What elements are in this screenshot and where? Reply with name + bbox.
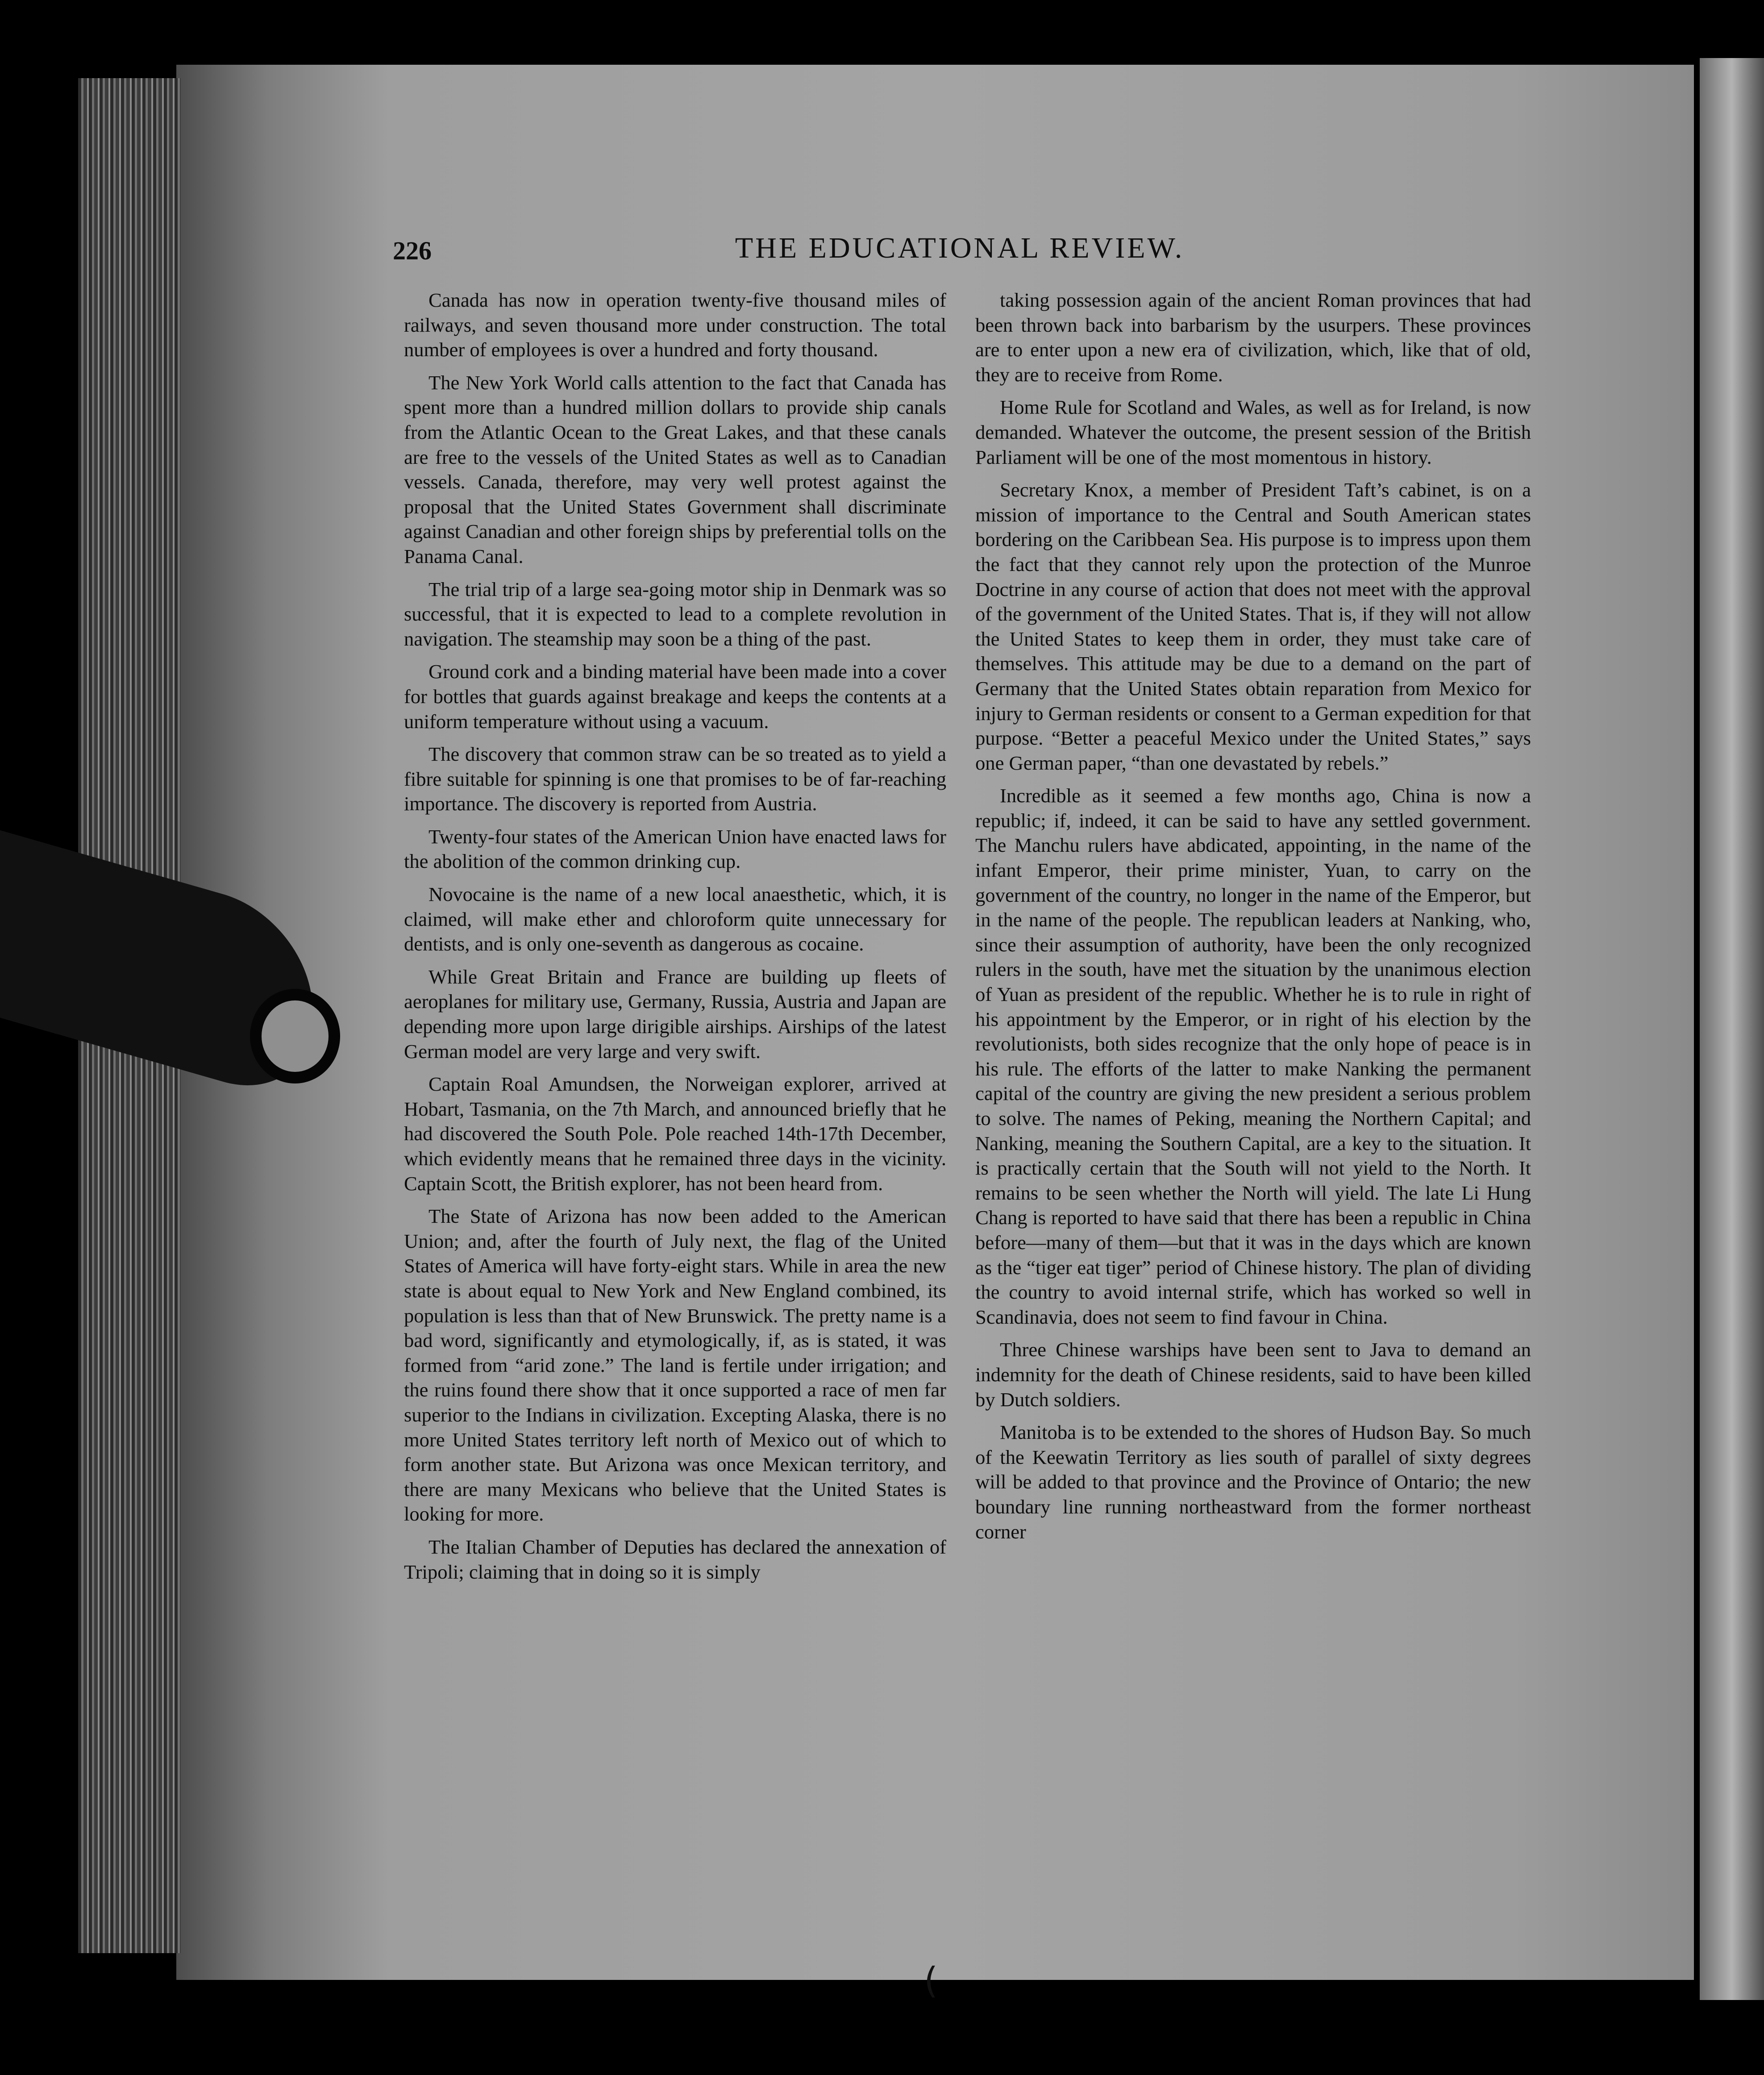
paragraph-arizona: The State of Arizona has now been added to the American Union; and, after the fourth of July next, the flag of the United States of America will have forty-eight stars. While in area the new state is about equal to New York and New England combined, its population is less than that of New Brunswick. The pretty name is a bad word, significantly and etymologically, if, as is stated, it was formed from “arid zone.” The land is fertile under irrigation; and the ruins found there show that it once supported a race of men far superior to the Indians in civilization. Excepting Alaska, there is no more United States territory left north of Mexico out of which to form another state. But Arizona was once Mexican territory, and there are many Mexicans who believe that the United States is looking for more. xyxy=(404,1205,946,1525)
paragraph-china-republic: Incredible as it seemed a few months ago, China is now a republic; if, indeed, it can be said to have any settled government. The Manchu rulers have abdicated, appointing, in the name of the infant Emperor, their prime minister, Yuan, to carry on the government of the country, no longer in the name of the Emperor, but in the name of the people. The republican leaders at Nanking, who, since their assumption of authority, have been the only recognized rulers in the south, have met the situation by the unanimous election of Yuan as president of the republic. Whether he is to rule in right of his appointment by the Emperor, or in right of his election by the revolutionists, both sides recognize that the only hope of peace is in his rule. The efforts of the latter to make Nanking the permanent capital of the country are giving the new president a serious problem to solve. The names of Peking, meaning the Northern Capital; and Nanking, meaning the Southern Capital, are a key to the situation. It is practically certain that the South will not yield to the North. It remains to be seen whether the North will yield. The late Li Hung Chang is reported to have said that there has been a republic in China before—many of them—but that it was in the days which are known as the “tiger eat tiger” period of Chinese history. The plan of dividing the country to avoid internal strife, which has worked so well in Scandinavia, does not seem to find favour in China. xyxy=(975,784,1531,1328)
paper-clip-ring xyxy=(250,989,340,1083)
paragraph-straw: The discovery that common straw can be so treated as to yield a fibre suitable for spinning is one that promises to be of far-reaching importance. The discovery is reported from Austria. xyxy=(404,743,946,815)
paragraph-cork: Ground cork and a binding material have been made into a cover for bottles that guards against breakage and keeps the contents at a uniform temperature without using a vacuum. xyxy=(404,660,946,733)
paragraph-railways: Canada has now in operation twenty-five thousand miles of railways, and seven thousand more under construction. The total number of employees is over a hundred and forty thousand. xyxy=(404,289,946,361)
right-column xyxy=(975,288,1531,1775)
paragraph-drinking-cup: Twenty-four states of the American Union have enacted laws for the abolition of the common drinking cup. xyxy=(404,825,946,873)
paragraph-novocaine: Novocaine is the name of a new local anaesthetic, which, it is claimed, will make ether and chloroform quite unnecessary for dentists, and is only one-seventh as dangerous as cocaine. xyxy=(404,883,946,955)
running-header xyxy=(393,232,1527,276)
left-column xyxy=(404,288,946,1775)
paragraph-roman-provinces: taking possession again of the ancient Roman provinces that had been thrown back into barbarism by the usurpers. These provinces are to enter upon a new era of civilization, which, like that of old, they are to receive from Rome. xyxy=(975,289,1531,386)
paragraph-manitoba: Manitoba is to be extended to the shores of Hudson Bay. So much of the Keewatin Territory as lies south of parallel of sixty degrees will be added to that province and the Province of Ontario; the new boundary line running northeastward from the former northeast corner xyxy=(975,1421,1531,1543)
paragraph-chinese-warships: Three Chinese warships have been sent to Java to demand an indemnity for the death of Chinese residents, said to have been killed by Dutch soldiers. xyxy=(975,1338,1531,1411)
book-right-edge xyxy=(1700,58,1764,2000)
paragraph-amundsen: Captain Roal Amundsen, the Norweigan explorer, arrived at Hobart, Tasmania, on the 7th March, and announced briefly that he had discovered the South Pole. Pole reached 14th-17th December, which evidently means that he remained three days in the vicinity. Captain Scott, the British explorer, has not been heard from. xyxy=(404,1073,946,1195)
paragraph-motor-ship: The trial trip of a large sea-going motor ship in Denmark was so successful, that it is expected to lead to a complete revolution in navigation. The steamship may soon be a thing of the past. xyxy=(404,578,946,650)
page-number: 226 xyxy=(393,236,432,265)
paragraph-canals: The New York World calls attention to the fact that Canada has spent more than a hundred million dollars to provide ship canals from the Atlantic Ocean to the Great Lakes, and that these canals are free to the vessels of the United States as well as to Canadian vessels. Canada, therefore, may very well protest against the proposal that the United States Government shall discriminate against Canadian and other foreign ships by preferential tolls on the Panama Canal. xyxy=(404,371,946,567)
journal-title: THE EDUCATIONAL REVIEW. xyxy=(735,232,1185,264)
stray-pen-mark: ( xyxy=(924,1960,938,2001)
paragraph-airships: While Great Britain and France are building up fleets of aeroplanes for military use, Germany, Russia, Austria and Japan are depending more upon large dirigible airships. Airships of the latest German model are very large and very swift. xyxy=(404,965,946,1062)
paragraph-home-rule: Home Rule for Scotland and Wales, as well as for Ireland, is now demanded. Whatever the outcome, the present session of the British Parliament will be one of the most momentous in history. xyxy=(975,396,1531,468)
paragraph-knox: Secretary Knox, a member of President Taft’s cabinet, is on a mission of importance to the Central and South American states bordering on the Caribbean Sea. His purpose is to impress upon them the fact that they cannot rely upon the protection of the Munroe Doctrine in any course of action that does not meet with the approval of the government of the United States. That is, if they will not allow the United States to keep them in order, they must take care of themselves. This attitude may be due to a demand on the part of Germany that the United States obtain reparation from Mexico for injury to German residents or consent to a German expedition for that purpose. “Better a peaceful Mexico under the United States,” says one German paper, “than one devastated by rebels.” xyxy=(975,479,1531,774)
paragraph-tripoli: The Italian Chamber of Deputies has declared the annexation of Tripoli; claiming that in doing so it is simply xyxy=(404,1535,946,1583)
